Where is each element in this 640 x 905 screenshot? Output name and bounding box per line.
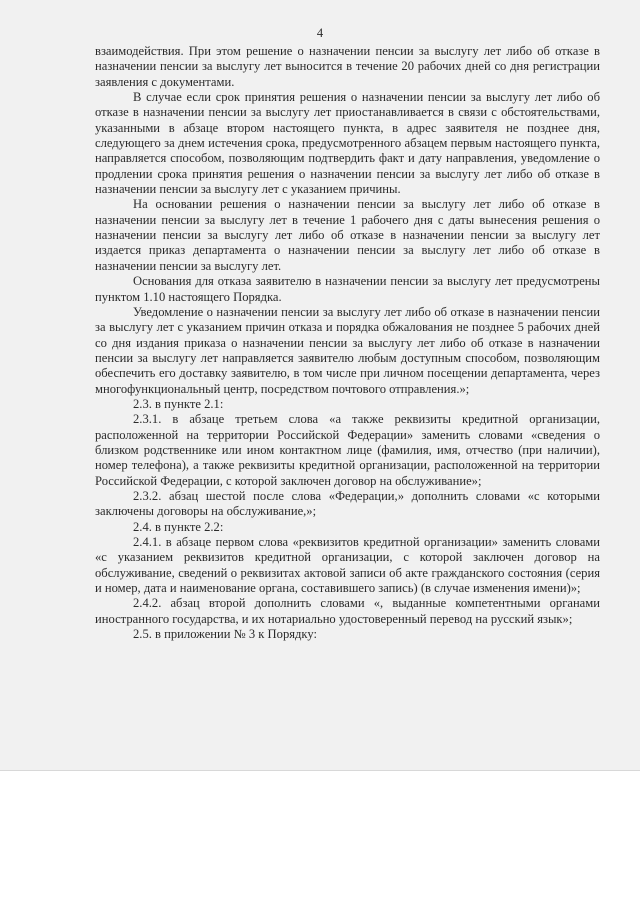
paragraph: Уведомление о назначении пенсии за выслугу лет либо об отказе в назначении пенсии за выслугу лет с указанием причин отказа и порядка обжалования не позднее 5 рабочих дней со дня издания приказа о назначении пенсии за выслугу лет либо об отказе в назначении пенсии за выслугу лет направляется заявителю любым доступным способом, позволяющим обеспечить его доставку заявителю, в том числе при личном посещении департамента, через многофункциональный центр, посредством почтового отправления.»; — [95, 304, 600, 396]
document-body — [95, 44, 600, 642]
paragraph: Основания для отказа заявителю в назначении пенсии за выслугу лет предусмотрены пунктом 1.10 настоящего Порядка. — [95, 274, 600, 304]
paragraph: взаимодействия. При этом решение о назначении пенсии за выслугу лет либо об отказе в назначении пенсии за выслугу лет выносится в течение 20 рабочих дней со дня регистрации заявления с документами. — [95, 44, 600, 89]
paragraph: На основании решения о назначении пенсии за выслугу лет либо об отказе в назначении пенсии за выслугу лет в течение 1 рабочего дня с даты вынесения решения о назначении пенсии за выслугу лет либо об отказе в назначении пенсии за выслугу лет издается приказ департамента о назначении пенсии за выслугу лет либо об отказе в назначении пенсии за выслугу лет. — [95, 197, 600, 273]
page-number: 4 — [316, 26, 324, 40]
paragraph: 2.4.2. абзац второй дополнить словами «, выданные компетентными органами иностранного государства, и их нотариально удостоверенный перевод на русский язык»; — [95, 596, 600, 626]
paragraph: 2.4. в пункте 2.2: — [133, 519, 224, 534]
paragraph: 2.4.1. в абзаце первом слова «реквизитов кредитной организации» заменить словами «с указанием реквизитов кредитной организации, с которой заключен договор на обслуживание, сведений о реквизитах актовой записи об акте гражданского состояния (серия и номер, дата и наименование органа, составившего запись) (в случае изменения имени)»; — [95, 535, 600, 596]
paragraph: 2.3.1. в абзаце третьем слова «а также реквизиты кредитной организации, расположенной на территории Российской Федерации» заменить словами «сведения о близком родственнике или ином контактном лице (фамилия, имя, отчество (при наличии), номер телефона), а также реквизиты кредитной организации, расположенной на территории Российской Федерации, с которой заключен договор на обслуживание»; — [95, 412, 600, 488]
paragraph: 2.3. в пункте 2.1: — [133, 396, 224, 411]
paragraph: В случае если срок принятия решения о назначении пенсии за выслугу лет либо об отказе в назначении пенсии за выслугу лет приостанавливается в связи с обстоятельствами, указанными в абзаце втором настоящего пункта, в адрес заявителя не позднее дня, следующего за днем истечения срока, предусмотренного абзацем первым настоящего пункта, направляется способом, позволяющим подтвердить факт и дату направления, уведомление о продлении срока принятия решения о назначении пенсии за выслугу лет либо об отказе в назначении пенсии за выслугу лет с указанием причины. — [95, 90, 600, 197]
paragraph: 2.3.2. абзац шестой после слова «Федерации,» дополнить словами «с которыми заключены договоры на обслуживание,»; — [95, 488, 600, 519]
paragraph: 2.5. в приложении № 3 к Порядку: — [133, 627, 318, 642]
